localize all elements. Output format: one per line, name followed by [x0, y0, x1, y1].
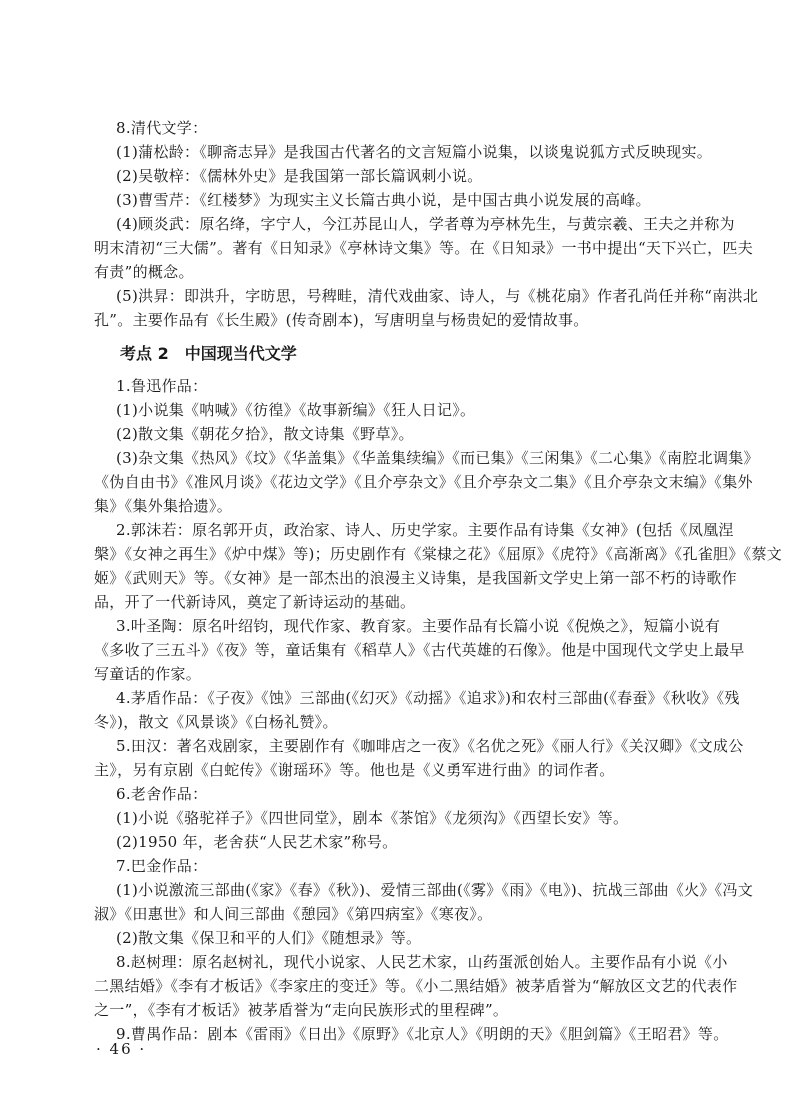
text-line: (3)杂文集《热风》《坟》《华盖集》《华盖集续编》《而已集》《三闲集》《二心集》《南腔北调集》: [116, 449, 759, 467]
text-line: 之一”，《李有才板话》被茅盾誉为“走向民族形式的里程碑”。: [94, 1001, 509, 1019]
text-line: (4)顾炎武：原名绛，字宁人，今江苏昆山人，学者尊为亭林先生，与黄宗羲、王夫之并称为: [116, 215, 735, 233]
text-line: (1)小说集《呐喊》《彷徨》《故事新编》《狂人日记》。: [116, 401, 476, 419]
text-line: 《多收了三五斗》《夜》等，童话集有《稻草人》《古代英雄的石像》。他是中国现代文学史上最早: [94, 641, 745, 659]
text-line: (5)洪昇：即洪升，字昉思，号稗畦，清代戏曲家、诗人，与《桃花扇》作者孔尚任并称“南洪北: [116, 287, 759, 305]
text-line: 7.巴金作品：: [116, 857, 208, 875]
text-line: 姬》《武则天》等。《女神》是一部杰出的浪漫主义诗集，是我国新文学史上第一部不朽的诗歌作: [94, 569, 737, 587]
text-line: (1)小说激流三部曲(《家》《春》《秋》)、爱情三部曲(《雾》《雨》《电》)、抗战三部曲《火》《冯文: [116, 881, 754, 899]
text-line: 3.叶圣陶：原名叶绍钧，现代作家、教育家。主要作品有长篇小说《倪焕之》，短篇小说有: [116, 617, 721, 635]
text-line: (1)蒲松龄：《聊斋志异》是我国古代著名的文言短篇小说集，以谈鬼说狐方式反映现实。: [116, 143, 713, 161]
text-line: 1.鲁迅作品：: [116, 377, 208, 395]
text-line: 8.赵树理：原名赵树礼，现代小说家、人民艺术家，山药蛋派创始人。主要作品有小说《小: [116, 953, 728, 971]
text-line: 写童话的作家。: [94, 665, 202, 683]
text-line: 2.郭沫若：原名郭开贞，政治家、诗人、历史学家。主要作品有诗集《女神》(包括《凤凰涅: [116, 521, 734, 539]
text-line: 明末清初“三大儒”。著有《日知录》《亭林诗文集》等。在《日知录》一书中提出“天下兴亡，匹夫: [94, 239, 754, 257]
text-line: 8.清代文学：: [116, 119, 208, 137]
text-line: 4.茅盾作品：《子夜》《蚀》三部曲(《幻灭》《动摇》《追求》)和农村三部曲(《春蚕》《秋收》《残: [116, 689, 740, 707]
text-line: 淑》《田惠世》和人间三部曲《憩园》《第四病室》《寒夜》。: [94, 905, 493, 923]
text-line: 9.曹禺作品：剧本《雷雨》《日出》《原野》《北京人》《明朗的天》《胆剑篇》《王昭君》等。: [116, 1025, 729, 1043]
text-line: (2)散文集《朝花夕拾》，散文诗集《野草》。: [116, 425, 414, 443]
text-line: (2)吴敬梓：《儒林外史》是我国第一部长篇讽刺小说。: [116, 167, 483, 185]
text-line: 《伪自由书》《准风月谈》《花边文学》《且介亭杂文》《且介亭杂文二集》《且介亭杂文末编》《集外: [94, 473, 753, 491]
text-line: 槃》《女神之再生》《炉中煤》等)；历史剧作有《棠棣之花》《屈原》《虎符》《高渐离》《孔雀胆》《蔡文: [94, 545, 783, 563]
text-line: 5.田汉：著名戏剧家，主要剧作有《咖啡店之一夜》《名优之死》《丽人行》《关汉卿》《文成公: [116, 737, 744, 755]
section-heading: 考点 2 中国现当代文学: [120, 344, 297, 363]
text-line: 主》，另有京剧《白蛇传》《谢瑶环》等。他也是《义勇军进行曲》的词作者。: [94, 761, 615, 779]
text-line: 冬》)，散文《风景谈》《白杨礼赞》。: [94, 713, 338, 731]
text-line: 孔”。主要作品有《长生殿》(传奇剧本)，写唐明皇与杨贵妃的爱情故事。: [94, 311, 589, 329]
text-line: (1)小说《骆驼祥子》《四世同堂》，剧本《茶馆》《龙须沟》《西望长安》等。: [116, 809, 629, 827]
text-line: (2)1950 年，老舍获“人民艺术家”称号。: [116, 833, 398, 851]
text-line: (3)曹雪芹：《红楼梦》为现实主义长篇古典小说，是中国古典小说发展的高峰。: [116, 191, 651, 209]
page-number: · 46 ·: [96, 1040, 147, 1058]
text-line: 6.老舍作品：: [116, 785, 208, 803]
document-page: [94, 116, 783, 1046]
text-line: 集》《集外集拾遗》。: [94, 497, 233, 515]
text-line: (2)散文集《保卫和平的人们》《随想录》等。: [116, 929, 422, 947]
text-line: 有责”的概念。: [94, 263, 194, 281]
text-line: 二黑结婚》《李有才板话》《李家庄的变迁》等。《小二黑结婚》被茅盾誉为“解放区文艺的代表作: [94, 977, 738, 995]
text-line: 品，开了一代新诗风，奠定了新诗运动的基础。: [94, 593, 416, 611]
